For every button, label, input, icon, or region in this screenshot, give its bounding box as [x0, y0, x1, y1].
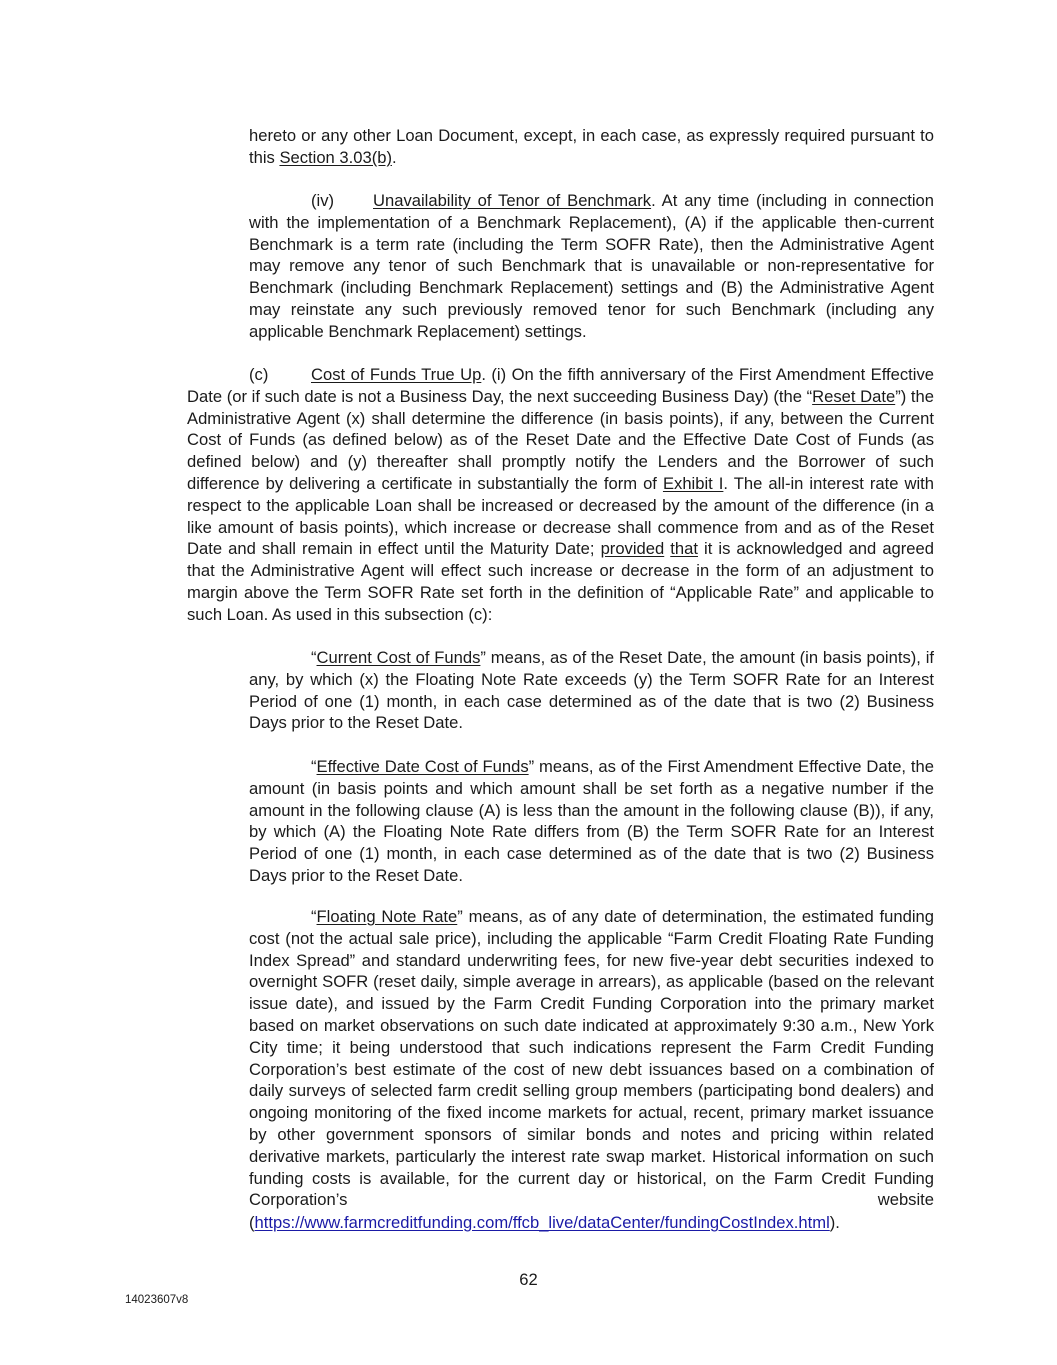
definition-text: ” means, as of any date of determination, the estimated funding cost (not the actual sale price), including the applicable “Farm Credit Floating Rate Funding Index Spread” and standard underwriting fees, for new five-year debt securities indexed to overnight SOFR (reset daily, simple average in arrears), as applicable (based on the relevant issue date), and issued by the Farm Credit Funding Corporation into the primary market based on market observations on such date indicated at approximately 9:30 a.m., New York City time; it being understood that such indications represent the Farm Credit Funding Corporation’s best estimate of the cost of new debt issuances based on a combination of daily surveys of selected farm credit selling group members (participating bond dealers) and ongoing monitoring of the fixed income markets for actual, recent, primary market issuance by other government sponsors of similar bonds and notes and pricing within related derivative markets, particularly the interest rate swap market. Historical information on such funding costs is available, for the current day or historical, on the Farm Credit Funding Corporation’s website	[249, 907, 935, 1210]
website-url-line: (https://www.farmcreditfunding.com/ffcb_live/dataCenter/fundingCostIndex.html).	[249, 1213, 840, 1232]
clause-number: (c)	[249, 365, 269, 384]
clause-number: (iv)	[311, 191, 335, 210]
section-reference: Section 3.03(b)	[279, 147, 392, 167]
clause-heading: Unavailability of Tenor of Benchmark	[373, 191, 652, 210]
paragraph-unavailability-of-tenor	[249, 190, 934, 343]
document-id: 14023607v8	[125, 1294, 189, 1306]
defined-term: Current Cost of Funds	[316, 648, 481, 667]
provided-term: provided	[600, 539, 665, 559]
page-number: 62	[519, 1270, 538, 1289]
clause-heading: Cost of Funds True Up	[311, 365, 482, 384]
paragraph-cost-of-funds-true-up: (c) Cost of Funds True Up. (i) On the fifth anniversary of the First Amendment Effective Date (or if such date is not a Business Day, the next succeeding Business Day) (the “Reset Date”) the Administrative Agent (x) shall determine the difference (in basis points), if any, between the Current Cost of Funds (as defined below) as of the Reset Date and the Effective Date Cost of Funds (as defined below) and (y) thereafter shall promptly notify the Lenders and the Borrower of such difference by delivering a certificate in substantially the form of Exhibit I. The all-in interest rate with respect to the applicable Loan shall be increased or decreased by the amount of the difference (in a like amount of basis points), which increase or decrease shall commence from and as of the Reset Date and shall remain in effect until the Maturity Date; provided that it is acknowledged and agreed that the Administrative Agent will effect such increase or decrease in the form of an adjustment to margin above the Term SOFR Rate set forth in the definition of “Applicable Rate” and applicable to such Loan. As used in this subsection (c):	[187, 365, 934, 624]
definition-current-cost-of-funds: “Current Cost of Funds” means, as of the Reset Date, the amount (in basis points), if any, by which (x) the Floating Note Rate exceeds (y) the Term SOFR Rate for an Interest Period of one (1) month, in each case determined as of the date that is two (2) Business Days prior to the Reset Date.	[249, 648, 934, 733]
definition-floating-note-rate: “Floating Note Rate” means, as of any date of determination, the estimated funding cost (not the actual sale price), including the applicable “Farm Credit Floating Rate Funding Index Spread” and standard underwriting fees, for new five-year debt securities indexed to overnight SOFR (reset daily, simple average in arrears), as applicable (based on the relevant issue date), and issued by the Farm Credit Funding Corporation into the primary market based on market observations on such date indicated at approximately 9:30 a.m., New York City time; it being understood that such indications represent the Farm Credit Funding Corporation’s best estimate of the cost of new debt issuances based on a combination of daily surveys of selected farm credit selling group members (participating bond dealers) and ongoing monitoring of the fixed income markets for actual, recent, primary market issuance by other government sponsors of similar bonds and notes and pricing within related derivative markets, particularly the interest rate swap market. Historical information on such funding costs is available, for the current day or historical, on the Farm Credit Funding Corporation’s website	[249, 907, 935, 1210]
paragraph-section-3-03-continuation: hereto or any other Loan Document, except, in each case, as expressly required pursuant to this Section 3.03(b).	[249, 126, 934, 167]
paragraph-text: . At any time (including in connection with the implementation of a Benchmark Replacement), (A) if the applicable then-current Benchmark is a term rate (including the Term SOFR Rate), then the Administrative Agent may remove any tenor of such Benchmark that is unavailable or non-representative for Benchmark (including Benchmark Replacement) settings and (B) the Administrative Agent may reinstate any such previously removed tenor for such Benchmark (including any applicable Benchmark Replacement) settings.	[249, 191, 934, 341]
farm-credit-website-link[interactable]: https://www.farmcreditfunding.com/ffcb_live/dataCenter/fundingCostIndex.html	[254, 1213, 830, 1232]
defined-term: Floating Note Rate	[316, 907, 458, 926]
defined-term-reset-date: Reset Date	[812, 386, 896, 406]
paragraph-text: hereto or any other Loan Document, except, in each case, as expressly required pursuant to this	[249, 126, 934, 167]
definition-effective-date-cost-of-funds: “Effective Date Cost of Funds” means, as of the First Amendment Effective Date, the amount (in basis points and which amount shall be set forth as a negative number if the amount in the following clause (A) is less than the amount in the following clause (B)), if any, by which (A) the Floating Note Rate differs from (B) the Term SOFR Rate for an Interest Period of one (1) month, in each case determined as of the date that is two (2) Business Days prior to the Reset Date.	[249, 757, 935, 885]
definition-text: ” means, as of the First Amendment Effective Date, the amount (in basis points and which amount shall be set forth as a negative number if the amount in the following clause (A) is less than the amount in the following clause (B)), if any, by which (A) the Floating Note Rate differs from (B) the Term SOFR Rate for an Interest Period of one (1) month, in each case determined as of the date that is two (2) Business Days prior to the Reset Date.	[249, 757, 935, 885]
defined-term: Effective Date Cost of Funds	[316, 757, 529, 776]
exhibit-reference: Exhibit I	[662, 473, 724, 493]
definition-text: ” means, as of the Reset Date, the amount (in basis points), if any, by which (x) the Floating Note Rate exceeds (y) the Term SOFR Rate for an Interest Period of one (1) month, in each case determined as of the date that is two (2) Business Days prior to the Reset Date.	[249, 648, 934, 733]
that-term: that	[670, 539, 698, 559]
